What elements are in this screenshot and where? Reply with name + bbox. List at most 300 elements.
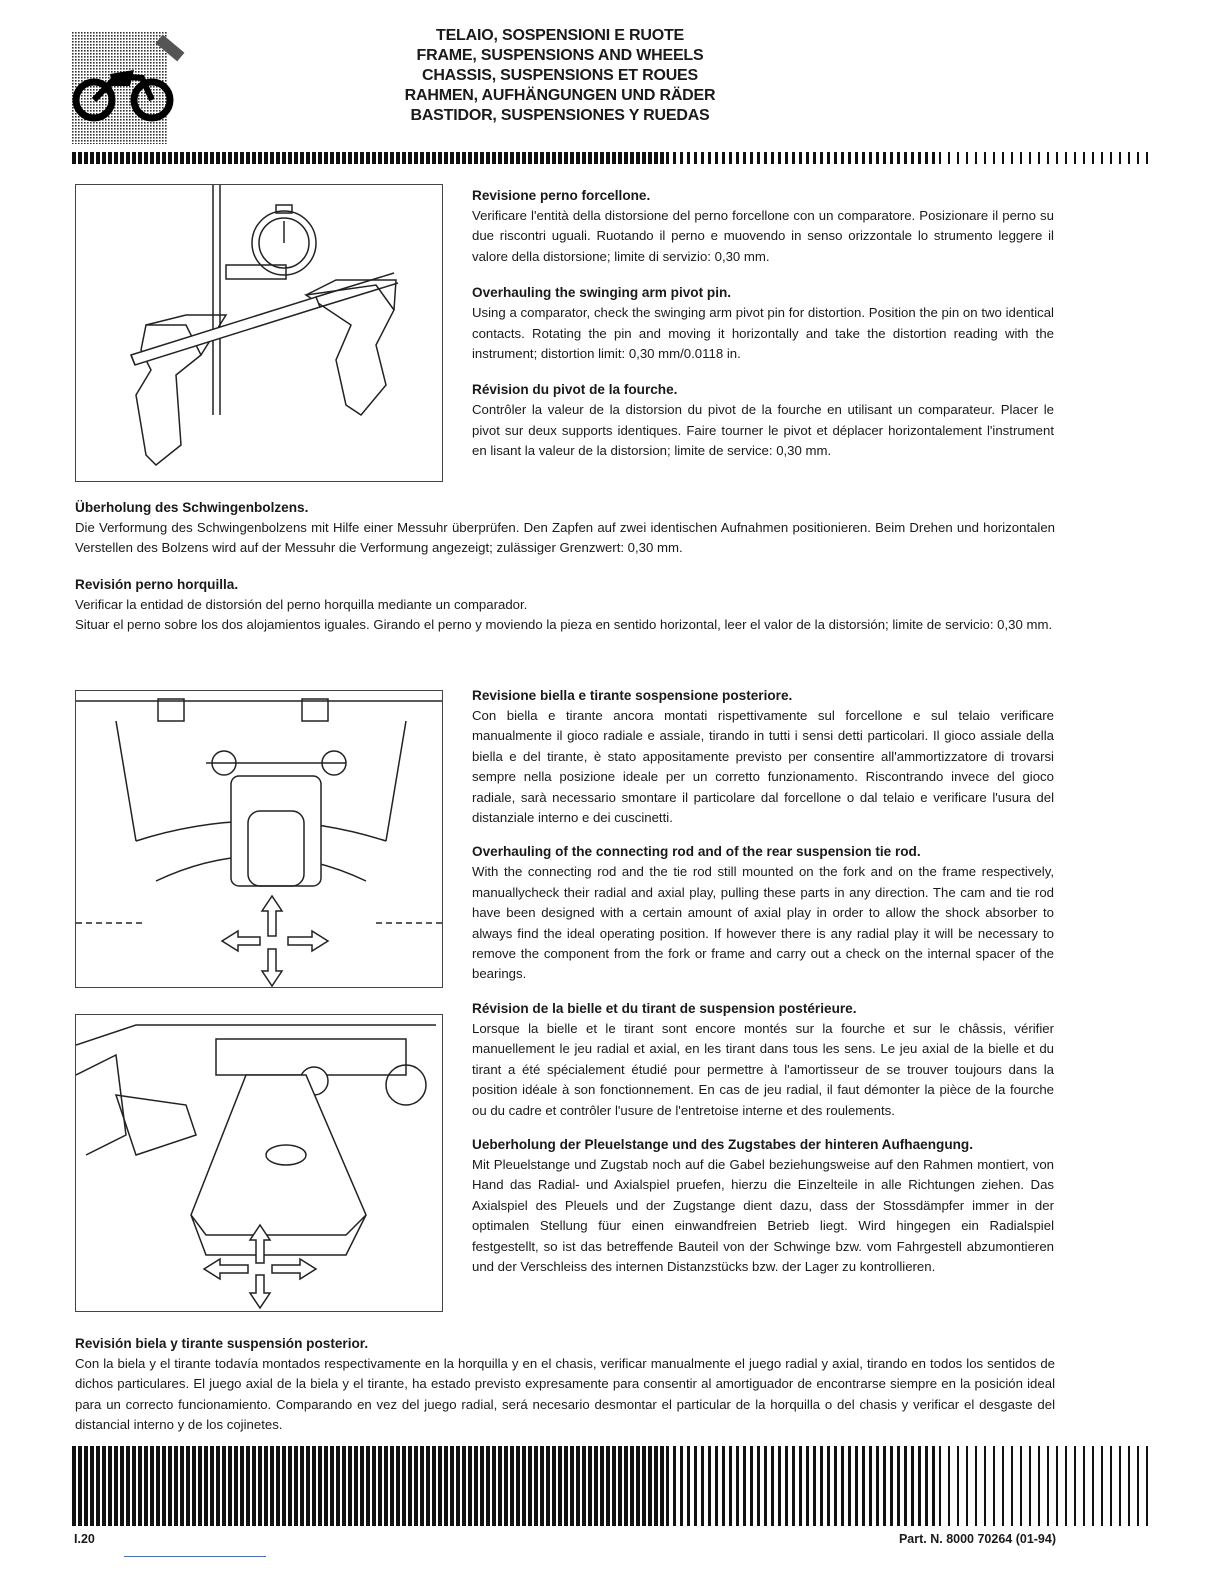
barcode-bar [778, 1446, 781, 1526]
barcode-bar [534, 1446, 538, 1526]
page-number: I.20 [74, 1532, 95, 1546]
figure-connecting-rod [75, 690, 443, 988]
barcode-bar [869, 152, 872, 164]
figure-tie-rod [75, 1014, 443, 1312]
barcode-bar [1110, 1446, 1112, 1526]
barcode-bar [444, 1446, 448, 1526]
bottom-barcode-strip [72, 1446, 1156, 1526]
barcode-bar [396, 152, 400, 164]
barcode-bar [174, 1446, 178, 1526]
barcode-bar [300, 152, 304, 164]
title-en: FRAME, SUSPENSIONS AND WHEELS [416, 47, 704, 64]
barcode-bar [957, 1446, 959, 1526]
barcode-bar [84, 1446, 88, 1526]
barcode-bar [918, 1446, 921, 1526]
barcode-bar [318, 152, 322, 164]
barcode-bar [144, 1446, 148, 1526]
barcode-bar [456, 1446, 460, 1526]
barcode-bar [120, 1446, 124, 1526]
barcode-bar [96, 152, 100, 164]
barcode-bar [420, 152, 424, 164]
barcode-bar [618, 152, 622, 164]
body-fr-rod: Lorsque la bielle et le tirant sont encore montés sur la fourche et sur le châssis, vérifier manuellement le jeu radial et axial, en les tirant dans tous les sens. Le jeu axial de la bielle et du tirant a été spécialement étudié pour permettre à l'amortisseur de se trouver toujours dans la position idéale à son fonctionnement. En cas de jeu radial, il faut démonter la pièce de la fourche ou du cadre et contrôler l'usure de l'entretoise interne et des roulements. [472, 1020, 1054, 1118]
barcode-bar [848, 1446, 851, 1526]
barcode-bar [288, 1446, 292, 1526]
barcode-bar [925, 152, 928, 164]
barcode-bar [687, 1446, 690, 1526]
barcode-bar [771, 1446, 774, 1526]
barcode-bar [654, 1446, 658, 1526]
barcode-bar [324, 1446, 328, 1526]
barcode-bar [932, 152, 935, 164]
barcode-bar [486, 152, 490, 164]
barcode-bar [516, 1446, 520, 1526]
barcode-bar [270, 1446, 274, 1526]
body-it-rod: Con biella e tirante ancora montati rispettivamente sul forcellone e sul telaio verificare manualmente il gioco radiale e assiale, tirando in tutti i sensi detti particolari. Il gioco assiale della biella e del tirante, è stato appositamente previsto per consentire all'ammortizzatore di trovarsi sempre nella posizione ideale per un corretto funzionamento. Riscontrando invece del gioco radiale, sarà necessario smontare il particolare dal forcellone o dal telaio e verificare l'usura del distanziale interno e dei cuscinetti. [472, 708, 1054, 826]
barcode-bar [708, 152, 711, 164]
barcode-bar [600, 152, 604, 164]
barcode-bar [778, 152, 781, 164]
barcode-bar [582, 152, 586, 164]
title-fr: CHASSIS, SUSPENSIONS ET ROUES [421, 67, 699, 84]
barcode-bar [1083, 1446, 1085, 1526]
barcode-bar [729, 152, 732, 164]
barcode-bar [701, 152, 704, 164]
heading-de-rod: Ueberholung der Pleuelstange und des Zugstabes der hinteren Aufhaengung. [472, 1136, 974, 1152]
barcode-bar [498, 1446, 502, 1526]
barcode-bar [138, 152, 142, 164]
barcode-bar [680, 1446, 683, 1526]
barcode-bar [234, 152, 238, 164]
barcode-bar [102, 1446, 106, 1526]
barcode-bar [372, 1446, 376, 1526]
barcode-bar [138, 1446, 142, 1526]
barcode-bar [687, 152, 690, 164]
barcode-bar [540, 1446, 544, 1526]
barcode-bar [1137, 152, 1139, 164]
barcode-bar [1101, 1446, 1103, 1526]
barcode-bar [612, 152, 616, 164]
barcode-bar [348, 152, 352, 164]
barcode-bar [660, 1446, 664, 1526]
barcode-bar [576, 1446, 580, 1526]
barcode-bar [1056, 152, 1058, 164]
barcode-bar [957, 152, 959, 164]
barcode-bar [552, 1446, 556, 1526]
barcode-bar [606, 152, 610, 164]
barcode-bar [1065, 1446, 1067, 1526]
barcode-bar [736, 152, 739, 164]
barcode-bar [528, 1446, 532, 1526]
heading-es-pivot: Revisión perno horquilla. [75, 576, 239, 592]
barcode-bar [855, 152, 858, 164]
barcode-bar [939, 152, 941, 164]
heading-it-pivot: Revisione perno forcellone. [472, 188, 651, 203]
heading-es-rod: Revisión biela y tirante suspensión posterior. [75, 1336, 369, 1351]
barcode-bar [432, 1446, 436, 1526]
barcode-bar [342, 152, 346, 164]
barcode-bar [348, 1446, 352, 1526]
barcode-bar [558, 1446, 562, 1526]
barcode-bar [918, 152, 921, 164]
barcode-bar [666, 152, 669, 164]
barcode-bar [925, 1446, 928, 1526]
barcode-bar [342, 1446, 346, 1526]
barcode-bar [330, 152, 334, 164]
barcode-bar [144, 152, 148, 164]
barcode-bar [911, 152, 914, 164]
barcode-bar [582, 1446, 586, 1526]
barcode-bar [890, 1446, 893, 1526]
barcode-bar [498, 152, 502, 164]
barcode-bar [216, 152, 220, 164]
barcode-bar [156, 152, 160, 164]
barcode-bar [606, 1446, 610, 1526]
section-logo [72, 26, 188, 144]
barcode-bar [96, 1446, 100, 1526]
heading-en-pivot: Overhauling the swinging arm pivot pin. [472, 285, 732, 301]
barcode-bar [785, 152, 788, 164]
barcode-bar [150, 152, 154, 164]
barcode-bar [366, 152, 370, 164]
barcode-bar [715, 152, 718, 164]
barcode-bar [1101, 152, 1103, 164]
barcode-bar [564, 152, 568, 164]
barcode-bar [1047, 152, 1049, 164]
barcode-bar [612, 1446, 616, 1526]
barcode-bar [588, 1446, 592, 1526]
barcode-bar [708, 1446, 711, 1526]
barcode-bar [729, 1446, 732, 1526]
barcode-bar [210, 1446, 214, 1526]
barcode-bar [736, 1446, 739, 1526]
barcode-bar [680, 152, 683, 164]
barcode-bar [414, 1446, 418, 1526]
barcode-bar [504, 152, 508, 164]
heading-it-rod: Revisione biella e tirante sospensione posteriore. [472, 688, 793, 703]
barcode-bar [890, 152, 893, 164]
barcode-bar [492, 152, 496, 164]
barcode-bar [855, 1446, 858, 1526]
barcode-bar [904, 152, 907, 164]
barcode-bar [827, 1446, 830, 1526]
barcode-bar [715, 1446, 718, 1526]
barcode-bar [1002, 1446, 1004, 1526]
barcode-bar [198, 1446, 202, 1526]
barcode-bar [792, 1446, 795, 1526]
barcode-bar [546, 1446, 550, 1526]
barcode-bar [750, 1446, 753, 1526]
barcode-bar [180, 152, 184, 164]
barcode-bar [1047, 1446, 1049, 1526]
barcode-bar [618, 1446, 622, 1526]
barcode-bar [1038, 1446, 1040, 1526]
barcode-bar [252, 1446, 256, 1526]
barcode-bar [90, 1446, 94, 1526]
heading-fr-pivot: Révision du pivot de la fourche. [472, 382, 678, 398]
barcode-bar [72, 152, 76, 164]
barcode-bar [204, 1446, 208, 1526]
barcode-bar [318, 1446, 322, 1526]
barcode-bar [883, 152, 886, 164]
barcode-bar [468, 152, 472, 164]
barcode-bar [785, 1446, 788, 1526]
barcode-bar [396, 1446, 400, 1526]
barcode-bar [1056, 1446, 1058, 1526]
barcode-bar [648, 1446, 652, 1526]
barcode-bar [966, 1446, 968, 1526]
barcode-bar [1146, 1446, 1148, 1526]
barcode-bar [480, 1446, 484, 1526]
barcode-bar [84, 152, 88, 164]
section1-full-width [75, 498, 1055, 636]
barcode-bar [354, 152, 358, 164]
barcode-bar [450, 152, 454, 164]
barcode-bar [282, 152, 286, 164]
barcode-bar [360, 1446, 364, 1526]
barcode-bar [1074, 152, 1076, 164]
barcode-bar [1083, 152, 1085, 164]
barcode-bar [408, 152, 412, 164]
barcode-bar [743, 152, 746, 164]
barcode-bar [414, 152, 418, 164]
barcode-bar [594, 1446, 598, 1526]
barcode-bar [402, 152, 406, 164]
barcode-bar [312, 1446, 316, 1526]
barcode-bar [848, 152, 851, 164]
barcode-bar [1119, 152, 1121, 164]
barcode-bar [813, 1446, 816, 1526]
barcode-bar [366, 1446, 370, 1526]
section1-right-column [472, 186, 1054, 462]
barcode-bar [426, 152, 430, 164]
barcode-bar [1011, 1446, 1013, 1526]
barcode-bar [432, 152, 436, 164]
barcode-bar [1065, 152, 1067, 164]
barcode-bar [264, 1446, 268, 1526]
barcode-bar [1146, 152, 1148, 164]
barcode-bar [654, 152, 658, 164]
barcode-bar [276, 1446, 280, 1526]
body-es-rod: Con la biela y el tirante todavía montados respectivamente en la horquilla y en el chasis, verificar manualmente el juego radial y axial, tirando en todos los sentidos de dichos particulares. El juego axial de la biela y el tirante, ha estado previsto expresamente para consentir al amortiguador de encontrarse siempre en la posición ideal para un correcto funcionamiento. Comparando en vez del juego radial, será necesario desmontar el particular de la horquilla o del chasis y verificar el desgaste del distancial interno y de los cojinetes. [75, 1356, 1055, 1433]
barcode-bar [630, 1446, 634, 1526]
barcode-bar [806, 1446, 809, 1526]
barcode-bar [1038, 152, 1040, 164]
barcode-bar [240, 1446, 244, 1526]
barcode-bar [1137, 1446, 1139, 1526]
barcode-bar [78, 1446, 82, 1526]
barcode-bar [402, 1446, 406, 1526]
barcode-bar [993, 1446, 995, 1526]
barcode-bar [474, 1446, 478, 1526]
barcode-bar [1002, 152, 1004, 164]
barcode-bar [486, 1446, 490, 1526]
barcode-bar [378, 152, 382, 164]
barcode-bar [1011, 152, 1013, 164]
barcode-bar [546, 152, 550, 164]
barcode-bar [258, 152, 262, 164]
barcode-bar [948, 1446, 950, 1526]
barcode-bar [862, 152, 865, 164]
title-de: RAHMEN, AUFHÄNGUNGEN UND RÄDER [404, 87, 716, 104]
barcode-bar [510, 1446, 514, 1526]
barcode-bar [480, 152, 484, 164]
barcode-bar [162, 152, 166, 164]
barcode-bar [192, 152, 196, 164]
barcode-bar [522, 1446, 526, 1526]
barcode-bar [834, 1446, 837, 1526]
barcode-bar [666, 1446, 669, 1526]
barcode-bar [806, 152, 809, 164]
barcode-bar [932, 1446, 935, 1526]
body-en-rod: With the connecting rod and the tie rod still mounted on the fork and on the frame respectively, manuallycheck their radial and axial play, pulling these parts in any direction. The cam and tie rod have been designed with a certain amount of axial play in order to allow the shock absorber to always find the ideal operating position. If however there is any radial play it will be necessary to remove the component from the fork or frame and carry out a check on the internal spacer of the bearings. [472, 864, 1054, 982]
barcode-bar [694, 1446, 697, 1526]
barcode-bar [108, 152, 112, 164]
barcode-bar [408, 1446, 412, 1526]
barcode-bar [630, 152, 634, 164]
barcode-bar [312, 152, 316, 164]
barcode-bar [288, 152, 292, 164]
barcode-bar [384, 1446, 388, 1526]
barcode-bar [673, 152, 676, 164]
barcode-bar [336, 1446, 340, 1526]
barcode-bar [336, 152, 340, 164]
barcode-bar [764, 1446, 767, 1526]
barcode-bar [750, 152, 753, 164]
barcode-bar [1128, 152, 1130, 164]
barcode-bar [820, 1446, 823, 1526]
barcode-bar [372, 152, 376, 164]
barcode-bar [504, 1446, 508, 1526]
barcode-bar [240, 152, 244, 164]
barcode-bar [126, 152, 130, 164]
barcode-bar [510, 152, 514, 164]
barcode-bar [354, 1446, 358, 1526]
barcode-bar [813, 152, 816, 164]
barcode-bar [743, 1446, 746, 1526]
barcode-bar [939, 1446, 941, 1526]
barcode-bar [252, 152, 256, 164]
barcode-bar [594, 152, 598, 164]
barcode-bar [897, 152, 900, 164]
body-es-pivot-2: Situar el perno sobre los dos alojamientos iguales. Girando el perno y moviendo la pieza en sentido horizontal, leer el valor de la distorsión; limite de servicio: 0,30 mm. [75, 617, 1053, 633]
barcode-bar [426, 1446, 430, 1526]
barcode-bar [757, 1446, 760, 1526]
barcode-bar [1020, 152, 1022, 164]
barcode-bar [636, 152, 640, 164]
barcode-bar [102, 152, 106, 164]
barcode-bar [570, 152, 574, 164]
barcode-bar [897, 1446, 900, 1526]
barcode-bar [528, 152, 532, 164]
barcode-bar [1020, 1446, 1022, 1526]
barcode-bar [210, 152, 214, 164]
barcode-bar [694, 152, 697, 164]
top-barcode-strip [72, 152, 1156, 164]
barcode-bar [222, 1446, 226, 1526]
barcode-bar [72, 1446, 76, 1526]
barcode-bar [540, 152, 544, 164]
barcode-bar [1074, 1446, 1076, 1526]
barcode-bar [673, 1446, 676, 1526]
barcode-bar [558, 152, 562, 164]
barcode-bar [648, 152, 652, 164]
heading-de-pivot: Überholung des Schwingenbolzens. [75, 500, 309, 515]
barcode-bar [827, 152, 830, 164]
barcode-bar [456, 152, 460, 164]
barcode-bar [174, 152, 178, 164]
barcode-bar [462, 1446, 466, 1526]
barcode-bar [282, 1446, 286, 1526]
barcode-bar [330, 1446, 334, 1526]
barcode-bar [150, 1446, 154, 1526]
barcode-bar [162, 1446, 166, 1526]
barcode-bar [264, 152, 268, 164]
barcode-bar [492, 1446, 496, 1526]
part-number: Part. N. 8000 70264 (01-94) [898, 1532, 1056, 1546]
barcode-bar [306, 152, 310, 164]
barcode-bar [438, 152, 442, 164]
barcode-bar [636, 1446, 640, 1526]
barcode-bar [324, 152, 328, 164]
barcode-bar [975, 152, 977, 164]
barcode-bar [516, 152, 520, 164]
barcode-bar [576, 152, 580, 164]
barcode-bar [228, 1446, 232, 1526]
barcode-bar [564, 1446, 568, 1526]
barcode-bar [390, 1446, 394, 1526]
barcode-bar [180, 1446, 184, 1526]
barcode-bar [78, 152, 82, 164]
barcode-bar [1029, 1446, 1031, 1526]
barcode-bar [522, 152, 526, 164]
barcode-bar [722, 1446, 725, 1526]
barcode-bar [114, 1446, 118, 1526]
barcode-bar [642, 1446, 646, 1526]
barcode-bar [120, 152, 124, 164]
barcode-bar [204, 152, 208, 164]
barcode-bar [222, 152, 226, 164]
barcode-bar [534, 152, 538, 164]
barcode-bar [1128, 1446, 1130, 1526]
barcode-bar [588, 152, 592, 164]
heading-fr-rod: Révision de la bielle et du tirant de suspension postérieure. [472, 1000, 857, 1016]
barcode-bar [876, 152, 879, 164]
barcode-bar [701, 1446, 704, 1526]
barcode-bar [234, 1446, 238, 1526]
barcode-bar [799, 152, 802, 164]
barcode-bar [186, 152, 190, 164]
barcode-bar [132, 152, 136, 164]
barcode-bar [156, 1446, 160, 1526]
barcode-bar [186, 1446, 190, 1526]
barcode-bar [841, 1446, 844, 1526]
barcode-bar [993, 152, 995, 164]
barcode-bar [192, 1446, 196, 1526]
barcode-bar [168, 152, 172, 164]
barcode-bar [258, 1446, 262, 1526]
barcode-bar [552, 152, 556, 164]
barcode-bar [420, 1446, 424, 1526]
barcode-bar [883, 1446, 886, 1526]
barcode-bar [841, 152, 844, 164]
barcode-bar [294, 1446, 298, 1526]
barcode-bar [90, 152, 94, 164]
barcode-bar [948, 152, 950, 164]
barcode-bar [300, 1446, 304, 1526]
barcode-bar [764, 152, 767, 164]
barcode-bar [1029, 152, 1031, 164]
